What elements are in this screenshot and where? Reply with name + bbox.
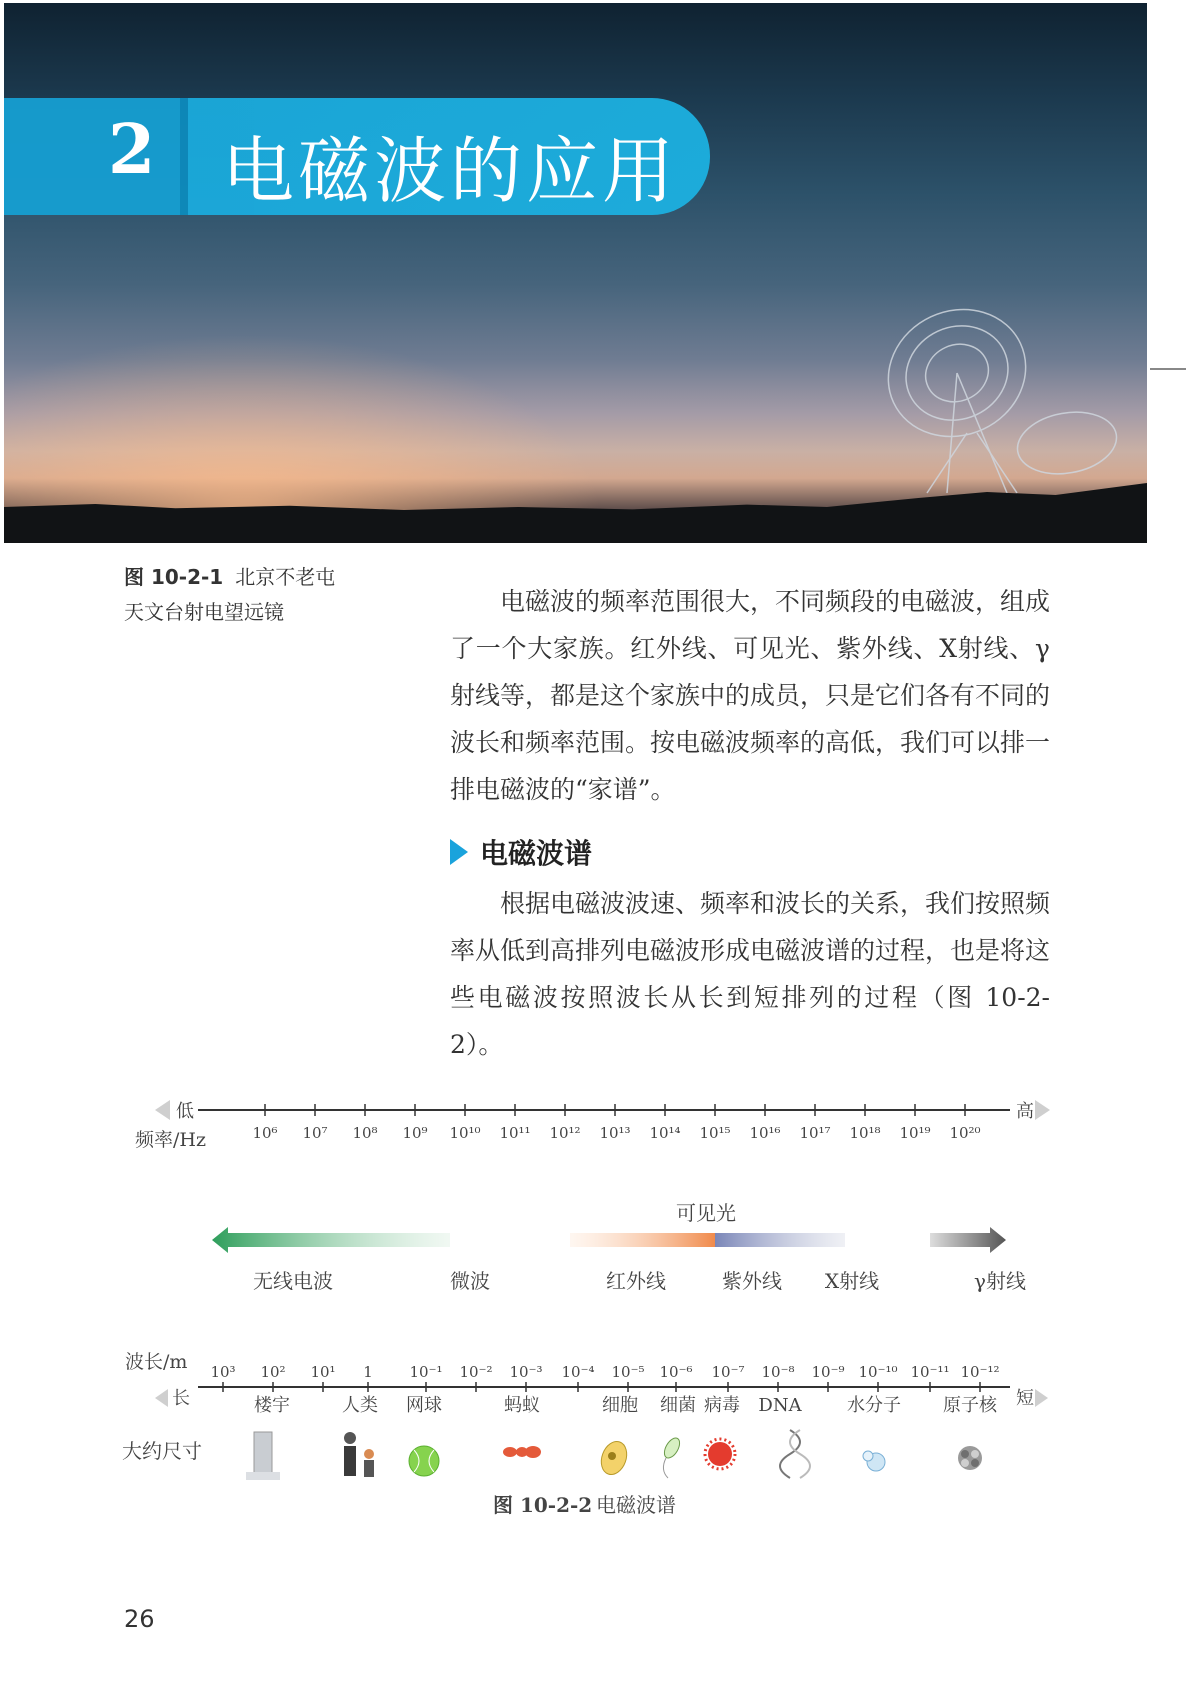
wavelength-tick-label: 1 <box>363 1363 373 1381</box>
horizon-glow <box>4 333 604 533</box>
dna-icon <box>780 1430 810 1478</box>
spectrum-paragraph-block <box>450 880 1050 1068</box>
ultraviolet-band <box>715 1233 845 1247</box>
human-icon <box>344 1432 374 1477</box>
frequency-tick-label: 10⁹ <box>402 1124 428 1142</box>
object-label: 病毒 <box>704 1395 740 1416</box>
object-label: 网球 <box>406 1395 442 1416</box>
wavelength-tick-label: 10⁻⁴ <box>561 1363 595 1381</box>
tennis-ball-icon <box>409 1446 439 1476</box>
wavelength-tick-label: 10⁻⁸ <box>761 1363 795 1381</box>
frequency-tick-label: 10⁸ <box>352 1124 378 1142</box>
title-divider <box>180 98 188 215</box>
object-label: 楼宇 <box>254 1395 290 1416</box>
bacteria-icon <box>661 1435 682 1478</box>
chapter-title: 电磁波的应用 <box>222 129 679 213</box>
wavelength-tick-label: 10⁻¹⁰ <box>858 1363 898 1381</box>
figure-2-label: 图 10-2-2 <box>493 1493 593 1517</box>
low-arrow-icon <box>155 1100 170 1120</box>
paragraph-2: 根据电磁波波速、频率和波长的关系，我们按照频率从低到高排列电磁波形成电磁波谱的过程，也是将这些电磁波按照波长从长到短排列的过程（图 10-2-2）。 <box>450 889 1051 1059</box>
wavelength-tick-label: 10⁻⁵ <box>611 1363 645 1381</box>
frequency-tick-label: 10¹⁰ <box>449 1124 481 1142</box>
frequency-tick-label: 10⁶ <box>252 1124 278 1142</box>
section-heading <box>450 832 592 872</box>
short-label: 短 <box>1016 1388 1034 1409</box>
band-label: 红外线 <box>606 1269 666 1293</box>
page-number: 26 <box>124 1605 155 1633</box>
frequency-axis-label: 频率/Hz <box>135 1129 206 1151</box>
wavelength-tick-label: 10⁻¹¹ <box>910 1363 950 1381</box>
frequency-tick-label: 10¹⁶ <box>749 1124 781 1142</box>
band-label: 微波 <box>450 1269 490 1293</box>
wavelength-axis-label: 波长/m <box>125 1351 188 1373</box>
frequency-tick-label: 10¹¹ <box>499 1124 531 1142</box>
wavelength-tick-label: 10⁻³ <box>509 1363 543 1381</box>
wavelength-tick-label: 10⁻¹ <box>409 1363 443 1381</box>
paragraph-1: 电磁波的频率范围很大，不同频段的电磁波，组成了一个大家族。红外线、可见光、紫外线、X射线、γ射线等，都是这个家族中的成员，只是它们各有不同的波长和频率范围。按电磁波频率的高低，我们可以排一排电磁波的“家谱”。 <box>450 587 1051 804</box>
short-arrow-icon <box>1035 1389 1048 1407</box>
building-icon <box>246 1432 280 1480</box>
wavelength-tick-label: 10⁻² <box>459 1363 493 1381</box>
ant-icon <box>503 1446 541 1458</box>
section-title: 电磁波谱 <box>480 837 593 870</box>
band-label: 紫外线 <box>722 1269 782 1293</box>
long-label: 长 <box>172 1388 190 1409</box>
figure-1-caption-line2: 天文台射电望远镜 <box>124 600 284 624</box>
cell-icon <box>597 1438 631 1478</box>
object-label: 蚂蚁 <box>504 1395 540 1416</box>
low-label: 低 <box>176 1101 194 1122</box>
object-labels <box>254 1395 998 1416</box>
object-label: 细胞 <box>602 1395 638 1416</box>
wavelength-tick-label: 10⁻⁶ <box>659 1363 693 1381</box>
infrared-band <box>570 1233 715 1247</box>
radio-telescope-illustration <box>867 303 1127 503</box>
frequency-tick-label: 10¹⁹ <box>899 1124 931 1142</box>
atomic-nucleus-icon <box>958 1446 982 1470</box>
hero-photo <box>4 3 1147 543</box>
wavelength-tick-label: 10² <box>260 1363 286 1381</box>
radio-wave-band <box>212 1227 450 1253</box>
band-label: γ射线 <box>974 1269 1026 1293</box>
object-label: 细菌 <box>660 1395 696 1416</box>
band-label: 无线电波 <box>253 1269 333 1293</box>
object-label: DNA <box>758 1395 802 1416</box>
section-arrow-icon <box>450 839 468 865</box>
long-arrow-icon <box>155 1389 168 1407</box>
wavelength-tick-label: 10¹ <box>310 1363 336 1381</box>
size-label: 大约尺寸 <box>122 1439 202 1463</box>
chapter-number: 2 <box>108 110 156 190</box>
intro-paragraph-block <box>450 578 1050 813</box>
gamma-ray-band <box>930 1227 1006 1253</box>
frequency-tick-label: 10¹² <box>549 1124 581 1142</box>
figure-1-caption-line1: 北京不老屯 <box>235 565 336 589</box>
high-label: 高 <box>1016 1101 1034 1122</box>
frequency-tick-label: 10¹³ <box>599 1124 631 1142</box>
object-label: 人类 <box>342 1395 378 1416</box>
wavelength-tick-label: 10⁻¹² <box>960 1363 1000 1381</box>
band-labels <box>253 1269 1026 1293</box>
object-label: 原子核 <box>943 1395 997 1416</box>
em-spectrum-diagram <box>0 1080 1190 1530</box>
frequency-tick-label: 10⁷ <box>302 1124 328 1142</box>
figure-1-label: 图 10-2-1 <box>124 565 224 589</box>
object-label: 水分子 <box>847 1395 901 1416</box>
wavelength-tick-label: 10⁻⁷ <box>711 1363 745 1381</box>
visible-light-label: 可见光 <box>676 1201 736 1225</box>
wavelength-tick-label: 10³ <box>210 1363 236 1381</box>
frequency-tick-label: 10¹⁵ <box>699 1124 731 1142</box>
high-arrow-icon <box>1035 1100 1050 1120</box>
figure-1-caption <box>124 560 335 630</box>
frequency-tick-label: 10¹⁷ <box>799 1124 831 1142</box>
frequency-tick-label: 10¹⁴ <box>649 1124 681 1142</box>
figure-2-caption: 电磁波谱 <box>596 1493 676 1517</box>
frequency-tick-label: 10²⁰ <box>949 1124 981 1142</box>
water-molecule-icon <box>863 1451 885 1471</box>
wavelength-tick-label: 10⁻⁹ <box>811 1363 845 1381</box>
virus-icon <box>705 1439 735 1469</box>
margin-rule <box>1150 368 1186 370</box>
frequency-tick-label: 10¹⁸ <box>849 1124 881 1142</box>
band-label: X射线 <box>824 1269 880 1293</box>
